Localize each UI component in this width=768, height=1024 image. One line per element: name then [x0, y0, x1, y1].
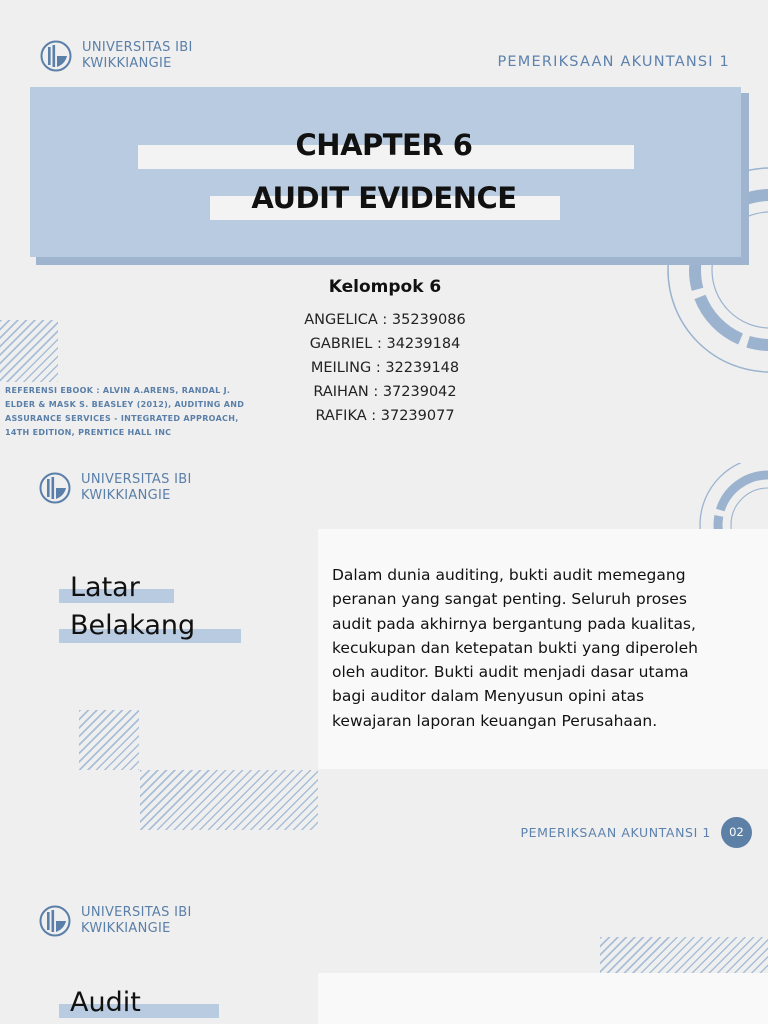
- slide-audit: [0, 875, 768, 1024]
- logo-line-1: UNIVERSITAS IBI: [81, 472, 192, 487]
- university-logo-icon: [39, 472, 71, 504]
- section-heading: [70, 569, 195, 645]
- university-logo-icon: [39, 905, 71, 937]
- logo-line-2: KWIKKIANGIE: [81, 488, 171, 503]
- footer-course: PEMERIKSAAN AKUNTANSI 1: [520, 825, 711, 840]
- university-logo-icon: [40, 40, 72, 72]
- section-heading: Audit: [70, 987, 141, 1018]
- hatch-pattern: [79, 710, 139, 770]
- member-item: ANGELICA : 35239086: [304, 312, 466, 328]
- logo-line-2: KWIKKIANGIE: [81, 921, 171, 936]
- member-item: GABRIEL : 34239184: [309, 336, 461, 352]
- page-number-badge: 02: [721, 817, 752, 848]
- university-logo: [39, 472, 192, 504]
- university-logo: [39, 905, 192, 937]
- chapter-title: CHAPTER 6: [295, 128, 473, 162]
- hatch-pattern: [140, 770, 318, 830]
- logo-line-1: UNIVERSITAS IBI: [81, 905, 192, 920]
- content-card: [318, 973, 768, 1024]
- group-title: Kelompok 6: [328, 277, 442, 297]
- member-item: RAFIKA : 37239077: [315, 408, 455, 424]
- logo-line-2: KWIKKIANGIE: [82, 56, 172, 71]
- course-title: PEMERIKSAAN AKUNTANSI 1: [497, 54, 730, 70]
- title-banner: [30, 87, 741, 257]
- slide-background: [0, 445, 768, 875]
- chapter-subtitle: AUDIT EVIDENCE: [251, 181, 517, 215]
- member-item: RAIHAN : 37239042: [313, 384, 457, 400]
- heading-line-1: Latar: [70, 572, 140, 603]
- member-item: MEILING : 32239148: [310, 360, 460, 376]
- heading-line-2: Belakang: [70, 610, 196, 641]
- slide-title: [0, 0, 768, 445]
- reference-text: REFERENSI EBOOK : ALVIN A.ARENS, RANDAL J. ELDER & MASK S. BEASLEY (2012), AUDITING AND ASSURANCE SERVICES - INTEGRATED APPROACH, 14TH EDITION, PRENTICE HALL INC: [5, 386, 245, 437]
- logo-line-1: UNIVERSITAS IBI: [82, 40, 193, 55]
- university-logo: [40, 40, 193, 72]
- section-body: Dalam dunia auditing, bukti audit memegang peranan yang sangat penting. Seluruh proses audit pada akhirnya bergantung pada kualitas, kecukupan dan ketepatan bukti yang diperoleh oleh auditor. Bukti audit menjadi dasar utama bagi auditor dalam Menyusun opini atas kewajaran laporan keuangan Perusahaan.: [332, 566, 698, 730]
